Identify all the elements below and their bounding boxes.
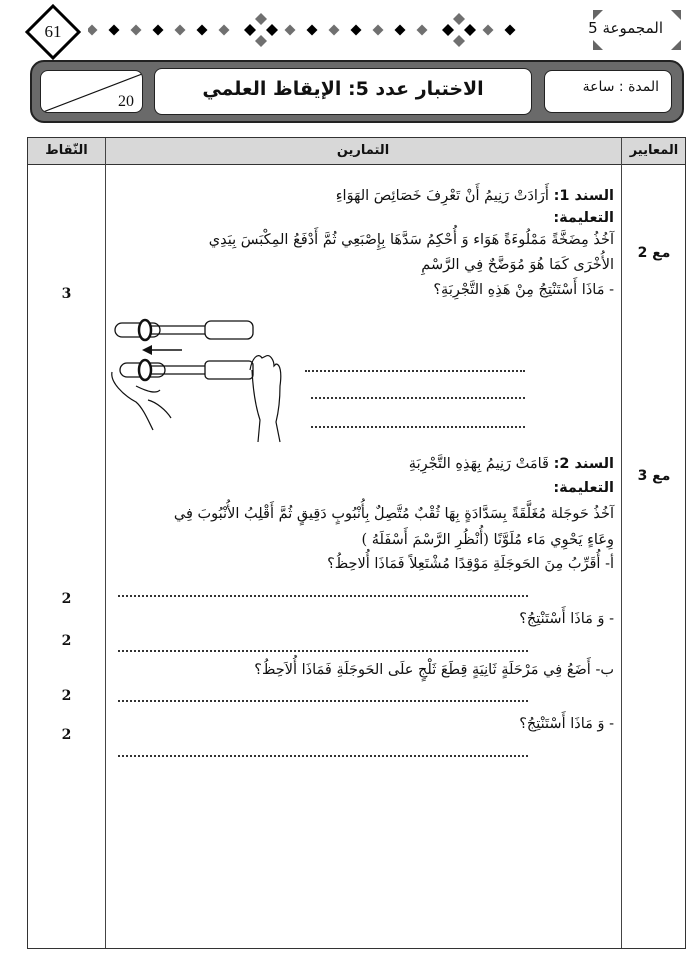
diamond-icon [244,24,256,36]
criterion-2: مع 2 [637,245,671,261]
diamond-icon [453,13,465,25]
points-value: 2 [61,688,72,704]
exercise1-support [336,188,614,204]
group-label-box [571,10,681,50]
support-label: السند 1: [553,188,614,204]
diamond-icon [109,25,120,36]
instruction-label: التعليمة: [553,210,614,226]
pump-experiment-figure [108,310,298,445]
diamond-icon [417,25,428,36]
diamond-icon [255,35,267,47]
answer-line [311,426,525,428]
answer-line [118,650,528,652]
diamond-icon [351,25,362,36]
header-exercises: التمارين [336,143,390,158]
diamond-icon [453,35,465,47]
instruction-label: التعليمة: [553,480,614,496]
corner-mark-icon [593,40,603,50]
duration-label: المدة : ساعة [544,70,672,113]
answer-line [118,755,528,757]
instruction-text-line: الأُخْرَى كَمَا هُوَ مُوَضَّحٌ فِي الرَّسْمِ [421,257,614,273]
diamond-icon [153,25,164,36]
header-criteria: المعايير [629,143,679,158]
page-number-badge [25,4,81,60]
exercise2-support [409,456,614,472]
page-number: 61 [44,22,62,41]
answer-line [305,370,525,372]
diamond-icon [219,25,230,36]
header-points: النّقاط [45,143,88,158]
diamond-icon [483,25,494,36]
question-b-conclude: - وَ مَاذَا أَسْتَنْتِجُ؟ [519,716,614,732]
criterion-3: مع 3 [637,468,671,484]
instruction-text-line: وِعَاءٍ يَحْوِي مَاء مُلَوَّنًا (أُنْظُرِ الرَّسْمَ أَسْفَلَهُ ) [361,532,614,548]
column-divider [105,138,106,948]
question-a: أ- أُقَرِّبُ مِنَ الحَوجَلَةِ مَوْقِدًا مُشْتَعِلاً فَمَاذَا أُلاحِظُ؟ [327,556,614,572]
question-text: - مَاذَا أَسْتَنْتِجُ مِنْ هَذِهِ التَّجْرِبَةِ؟ [433,282,614,298]
diamond-icon [285,25,296,36]
instruction-text-line: آخُذُ مِضَخَّةً مَمْلُوءَةً هَوَاء وَ أُحْكِمُ سَدَّهَا بِإِصْبَعِي ثُمَّ أَدْفَعُ المِكْبَسَ بِيَدِي [208,232,614,248]
corner-mark-icon [671,40,681,50]
support-text: أَرَادَتْ رَنِيمُ أَنْ تَعْرِفَ خَصَائِصَ الهَوَاءِ [335,188,549,204]
score-box [40,70,143,113]
diamond-icon [131,25,142,36]
test-banner [30,60,684,123]
diamond-icon [255,13,267,25]
diamond-icon [175,25,186,36]
diamond-icon [266,24,278,36]
corner-mark-icon [671,10,681,20]
answer-line [311,397,525,399]
group-label: المجموعة 5 [588,19,663,37]
diamond-icon [395,25,406,36]
points-value: 3 [61,286,72,302]
diamond-icon [373,25,384,36]
points-value: 2 [61,633,72,649]
diamond-icon [464,24,476,36]
question-a-conclude: - وَ مَاذَا أَسْتَنْتِجُ؟ [519,611,614,627]
total-score: 20 [118,93,134,110]
diamond-icon [505,25,516,36]
diamond-icon [442,24,454,36]
diamond-icon [307,25,318,36]
diamond-icon [197,25,208,36]
answer-line [118,700,528,702]
instruction-text-line: آخُذُ حَوجَلة مُغَلَّقَةً بِسَدَّادَةٍ بِهَا ثُقْبٌ مُتَّصِلٌ بِأُنْبُوبٍ دَقِيقٍ ثُمَّ أَقْلِبُ الأُنْبُوبَ فِي [173,506,614,522]
diamond-ornament-row [88,8,533,52]
diamond-icon [88,25,98,36]
support-label: السند 2: [553,456,614,472]
test-title: الاختبار عدد 5: الإيقاظ العلمي [154,68,532,115]
exam-table [27,137,686,949]
points-value: 2 [61,591,72,607]
answer-line [118,595,528,597]
support-text: قَامَتْ رَنِيمُ بِهَذِهِ التَّجْرِبَةِ [408,456,549,472]
diamond-icon [329,25,340,36]
points-value: 2 [61,727,72,743]
question-b: ب- أَضَعُ فِي مَرْحَلَةٍ ثَانِيَةٍ قِطَعَ ثَلْجٍ علَى الحَوجَلَةِ فَمَاذَا أُلاَحِظُ؟ [254,662,614,678]
